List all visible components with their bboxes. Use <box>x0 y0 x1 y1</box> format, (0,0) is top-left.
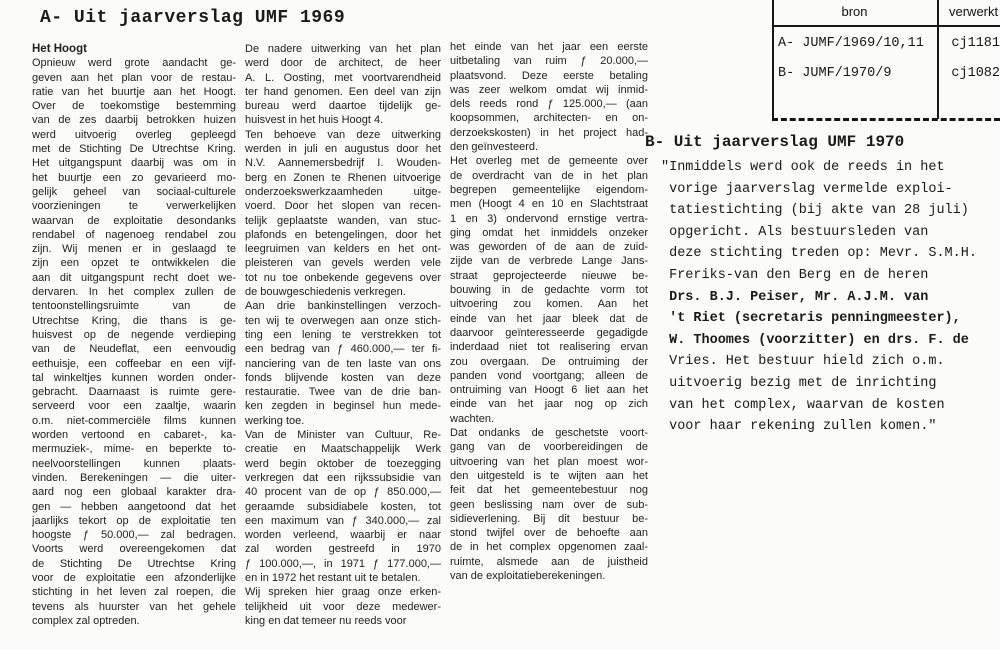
text-line: uitbetaling van ruim ƒ 20.000,— <box>450 55 648 68</box>
text-line: van de exploitatieberekeningen. <box>450 569 606 582</box>
reference-table <box>772 0 1000 121</box>
text-line: werd begin oktober de toezegging <box>245 457 441 470</box>
text-line: ken zegden in beginsel hun mede- <box>245 400 441 413</box>
text-line: werd uitvoerig overleg gepleegd <box>32 128 236 141</box>
table-row <box>772 28 1000 58</box>
text-column-3 <box>450 40 648 583</box>
text-line: bureau werd daartoe tijdelijk ge- <box>245 100 441 113</box>
text-line: hoogste ƒ 50.000,— zal bedragen. <box>32 529 236 542</box>
text-line: nanciering van de ten laste van ons <box>245 357 441 370</box>
text-line: werking toe. <box>245 414 305 427</box>
text-line: complex zal optreden. <box>32 614 140 627</box>
text-line: plafonds en betengelingen, door het <box>245 228 441 241</box>
text-line: feit dat het gemeentebestuur nog <box>450 484 648 497</box>
text-line: voerd. Door het slopen van recen- <box>245 200 441 213</box>
text-line: men (Hoogt 4 en 10 en Slachtstraat <box>450 198 648 211</box>
text-line: ƒ 100.000,—, in 1971 ƒ 177.000,— <box>245 557 441 570</box>
text-line: van de zes daarbij betrokken huizen <box>32 114 236 127</box>
verwerkt-cell: cj1181 <box>951 35 1000 51</box>
text-line: zal worden gestreefd in 1970 <box>245 543 441 556</box>
text-line: gebracht. Daarnaast is ruimte gere- <box>32 386 236 399</box>
text-line: 1 en 3) ondervond ernstige vertra- <box>450 212 648 225</box>
text-line: de in het complex opgenomen zaal- <box>450 541 648 554</box>
text-line: het buurtje een zo gevarieerd mo- <box>32 171 236 184</box>
text-line: vinden. Berekeningen — die uiter- <box>32 471 236 484</box>
text-line: tevens als huurster van het gehele <box>32 600 236 613</box>
text-line: met de Stichting De Utrechtse Kring. <box>32 143 236 156</box>
text-line: Het uitgangspunt daarbij was om in <box>32 157 236 170</box>
text-column-1 <box>32 42 236 628</box>
text-line: zijn een opzet te ontwikkelen die <box>32 257 236 270</box>
text-line: en in 1972 het restant uit te betalen. <box>245 571 421 584</box>
quote-line: vorige jaarverslag vermelde exploi- <box>661 181 953 197</box>
text-line: N.V. Aannemersbedrijf I. Wouden- <box>245 157 441 170</box>
text-line: daarvoor geïnteresseerde gegadigde <box>450 326 648 339</box>
text-line: begrepen gemeentelijke eigendom- <box>450 183 648 196</box>
text-line: restauratie. Twee van de drie ban- <box>245 386 441 399</box>
text-line: ter hand genomen. Een deel van zijn <box>245 85 441 98</box>
text-line: einde van het jaar nog op zich <box>450 398 648 411</box>
text-line: huisvest op de negende verdieping <box>32 328 236 341</box>
text-line: 40 procent van de op ƒ 850.000,— <box>245 486 441 499</box>
text-line: tentoonstellingsruimte van de <box>32 300 236 313</box>
text-line: pleisteren van gevels werden vele <box>245 257 441 270</box>
table-row <box>772 58 1000 88</box>
text-line: tot nu toe onbekende gegevens over <box>245 271 441 284</box>
quote-line: Drs. B.J. Peiser, Mr. A.J.M. van <box>661 289 929 305</box>
text-line: ruimte, alsmede aan de juistheid <box>450 555 648 568</box>
text-line: panden vond voortgang; alleen de <box>450 369 648 382</box>
text-line: zijde van de verbrede Lange Jans- <box>450 255 648 268</box>
text-line: Wij spreken hier graag onze erken- <box>245 586 441 599</box>
text-line: Over de toekomstige bestemming <box>32 100 236 113</box>
text-line: Het overleg met de gemeente over <box>450 155 648 168</box>
table-bottom-dashed-line <box>772 118 1000 121</box>
text-line: stichting in het leven zal roepen, die <box>32 586 236 599</box>
text-line: ratie van het buurtje aan het Hoogt. <box>32 85 236 98</box>
text-line: plaatsvond. Deze eerste betaling <box>450 69 648 82</box>
section-b-quote <box>661 157 977 438</box>
text-line: huisvest in het huis Hoogt 4. <box>245 114 384 127</box>
text-line: de overdracht van de in het plan <box>450 169 648 182</box>
text-line: derzoekskosten) in het project had- <box>450 126 648 139</box>
text-line: waarvan de exploitatie desondanks <box>32 214 236 227</box>
section-b-title: B- Uit jaarverslag UMF 1970 <box>645 133 905 151</box>
text-line: straat geprojecteerde nieuwe be- <box>450 269 648 282</box>
quote-line: 't Riet (secretaris penningmeester), <box>661 311 961 327</box>
text-line: rendabel of nagenoeg rendabel zou <box>32 228 236 241</box>
quote-line: uitvoerig bezig met de inrichting <box>661 375 937 391</box>
text-line: zijn. Wij menen er in geslaagd te <box>32 243 236 256</box>
text-line: leegruimen van kelders en het ont- <box>245 243 441 256</box>
table-header-verwerkt: verwerkt <box>949 4 999 19</box>
text-line: ten wij te overwegen aan onze stich- <box>245 314 441 327</box>
text-line: aard nog een globaal karakter dra- <box>32 486 236 499</box>
text-line: Utrechtse Kring, die thans is ge- <box>32 314 236 327</box>
column-heading: Het Hoogt <box>32 43 87 55</box>
text-line: Voorts werd overeengekomen dat <box>32 543 236 556</box>
text-line: Van de Minister van Cultuur, Re- <box>245 429 441 442</box>
text-line: geraamde subsidiabele kosten, tot <box>245 500 441 513</box>
text-line: onderzoekswerkzaamheden uitge- <box>245 185 441 198</box>
quote-line: Freriks-van den Berg en de heren <box>661 267 929 283</box>
text-line: de bouwgeschiedenis verkregen. <box>245 286 406 299</box>
text-line: Ten behoeve van deze uitwerking <box>245 128 441 141</box>
text-line: neelvoorstellingen kunnen plaats- <box>32 457 236 470</box>
text-line: was zeer welkom omdat wij inmid- <box>450 83 648 96</box>
table-header-underline <box>772 25 1000 27</box>
text-line: wachten. <box>450 412 495 425</box>
text-line: sidieverlening. Bij dit bestuur be- <box>450 512 648 525</box>
text-line: zou overgaan. De ontruiming der <box>450 355 648 368</box>
text-line: ontruiming van Hoogt 6 liet aan het <box>450 384 648 397</box>
text-line: den uitgesteld is te wijten aan het <box>450 469 648 482</box>
quote-line: voor haar rekening zullen komen." <box>661 419 937 435</box>
text-line: De nadere uitwerking van het plan <box>245 43 441 55</box>
quote-line: Vries. Het bestuur hield zich o.m. <box>661 354 945 370</box>
text-line: king en dat temeer nu reeds voor <box>245 614 407 627</box>
text-line: koopsommen, architecten- en on- <box>450 112 648 125</box>
text-line: geen beslissing nam over de sub- <box>450 498 648 511</box>
text-line: telijk geplaatste wanden, van stuc- <box>245 214 441 227</box>
text-line: Dat ondanks de geschetste voort- <box>450 427 648 440</box>
text-line: ting een lening te verstrekken tot <box>245 328 441 341</box>
text-line: gen — hebben aangetoond dat het <box>32 500 236 513</box>
text-line: jaarlijks tekort op de exploitatie ten <box>32 514 236 527</box>
table-body <box>772 28 1000 88</box>
text-line: Aan drie bankinstellingen verzoch- <box>245 300 441 313</box>
text-line: berg en Zonen te Rhenen uitvoerige <box>245 171 441 184</box>
text-line: werd door de architect, de heer <box>245 57 441 70</box>
quote-line: "Inmiddels werd ook de reeds in het <box>661 160 945 175</box>
text-line: een maximum van ƒ 340.000,— zal <box>245 514 441 527</box>
text-line: stond twijfel over de behoefte aan <box>450 527 648 540</box>
text-line: den geïnvesteerd. <box>450 141 539 154</box>
text-line: uitvoering van het plan moest wor- <box>450 455 648 468</box>
quote-line: deze stichting treden op: Mevr. S.M.H. <box>661 246 977 262</box>
table-header-bron: bron <box>841 4 868 19</box>
quote-line: W. Thoomes (voorzitter) en drs. F. de <box>661 332 969 348</box>
quote-line: van het complex, waarvan de kosten <box>661 397 945 413</box>
bron-cell: B- JUMF/1970/9 <box>778 65 892 81</box>
quote-line: opgericht. Als bestuursleden van <box>661 224 929 240</box>
text-line: verkregen dat een rijkssubsidie van <box>245 471 441 484</box>
text-line: geven aan het plan voor de restau- <box>32 71 236 84</box>
quote-line: tatiestichting (bij akte van 28 juli) <box>661 203 969 219</box>
text-line: gelijk geheel van sociaal-culturele <box>32 185 236 198</box>
text-line: werden in juli en augustus door het <box>245 143 441 156</box>
text-line: worden vertoond en cabaret-, ka- <box>32 429 236 442</box>
text-line: aan dit uitgangspunt recht doet we- <box>32 271 236 284</box>
text-line: Opnieuw werd grote aandacht ge- <box>32 57 236 70</box>
text-line: voor de exploitatie een afzonderlijke <box>32 571 236 584</box>
text-line: mermuziek-, mime- en beperkte to- <box>32 443 236 456</box>
text-column-2 <box>245 42 441 628</box>
text-line: o.m. niet-commerciële films kunnen <box>32 414 236 427</box>
text-line: fonds blijvende kosten van deze <box>245 371 441 384</box>
text-line: dels reeds rond ƒ 125.000,— (aan <box>450 98 648 111</box>
text-line: A. L. Oosting, met voortvarendheid <box>245 71 441 84</box>
text-line: worden verleend, waarbij er naar <box>245 529 441 542</box>
text-line: was geworden of de aan de zuid- <box>450 241 648 254</box>
text-line: telijkheid uit voor deze medewer- <box>245 600 441 613</box>
text-line: inderdaad niet tot realisering ervan <box>450 341 648 354</box>
text-line: dervaren. In het complex zullen de <box>32 286 236 299</box>
text-line: uitvoering zou komen. Aan het <box>450 298 648 311</box>
text-line: ging omdat het inmiddels onzeker <box>450 226 648 239</box>
text-line: serveerd voor een zaaltje, waarin <box>32 400 236 413</box>
text-line: van de Neudeflat, een eenvoudig <box>32 343 236 356</box>
text-line: de Stichting De Utrechtse Kring <box>32 557 236 570</box>
text-line: bouwing in de gedachte vorm tot <box>450 284 648 297</box>
text-line: voorzieningen te verwerkelijken <box>32 200 236 213</box>
text-line: eethuisje, een coffeebar en een vijf- <box>32 357 236 370</box>
bron-cell: A- JUMF/1969/10,11 <box>778 35 924 51</box>
text-line: tal winkeltjes kunnen worden onder- <box>32 371 236 384</box>
text-line: gang van de voorbereidingen de <box>450 441 648 454</box>
text-line: een bedrag van ƒ 460.000,— ter fi- <box>245 343 441 356</box>
text-line: einde van het jaar bleek dat de <box>450 312 648 325</box>
verwerkt-cell: cj1082 <box>951 65 1000 81</box>
text-line: creatie en Maatschappelijk Werk <box>245 443 441 456</box>
text-line: het einde van het jaar een eerste <box>450 41 648 53</box>
section-a-title: A- Uit jaarverslag UMF 1969 <box>40 8 346 28</box>
